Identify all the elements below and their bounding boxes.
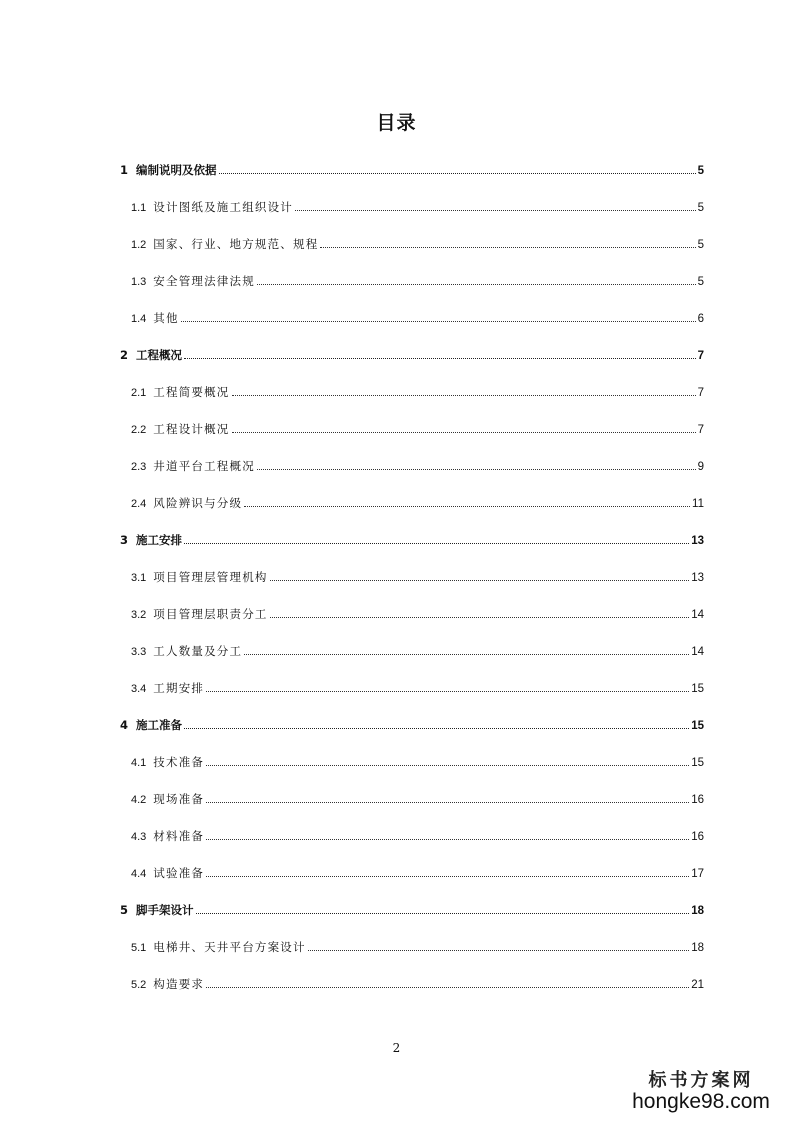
toc-number: 4 [120,718,129,732]
toc-number: 1.2 [131,239,147,251]
toc-entry[interactable] [131,938,704,956]
toc-number: 2.3 [131,461,147,473]
toc-page: 9 [697,461,704,473]
toc-title: 电梯井、天井平台方案设计 [153,940,306,954]
toc-page: 14 [691,609,704,621]
toc-number: 4.2 [131,794,147,806]
toc-page: 21 [691,979,704,991]
toc-entry[interactable] [131,309,704,327]
toc-page: 6 [697,313,704,325]
toc-number: 1.3 [131,276,147,288]
toc-title: 材料准备 [153,829,205,843]
toc-page: 17 [691,868,704,880]
page-number: 2 [392,1041,401,1055]
toc-title: 项目管理层职责分工 [153,607,268,621]
toc-number: 1.4 [131,313,147,325]
toc-number: 1.1 [131,202,147,214]
toc-number: 3.1 [131,572,147,584]
toc-number: 2.1 [131,387,147,399]
toc-title: 风险辨识与分级 [153,496,243,510]
toc-leader [270,617,690,618]
toc-title: 工程简要概况 [153,385,230,399]
toc-title: 脚手架设计 [136,903,194,917]
toc-leader [206,691,689,692]
toc-entry[interactable] [131,753,704,771]
toc-page: 7 [697,424,704,436]
toc-number: 3.4 [131,683,147,695]
toc-page: 11 [692,498,704,510]
watermark-cn: 标书方案网 [648,1070,754,1091]
toc-entry[interactable] [120,716,704,734]
toc-entry[interactable] [131,198,704,216]
toc-entry[interactable] [131,790,704,808]
toc-entry[interactable] [131,457,704,475]
toc-title: 工人数量及分工 [153,644,243,658]
toc-leader [184,543,689,544]
toc-number: 5 [120,903,129,917]
toc-title: 项目管理层管理机构 [153,570,268,584]
toc-number: 1 [120,163,129,177]
toc-title: 施工安排 [136,533,183,547]
toc-page: 15 [691,757,704,769]
toc-entry[interactable] [131,383,704,401]
toc-leader [244,506,690,507]
toc-entry[interactable] [131,494,704,512]
toc-page: 13 [691,572,704,584]
toc-page: 7 [697,387,704,399]
toc-page: 15 [691,720,704,732]
toc-leader [184,728,689,729]
toc-title: 工程设计概况 [153,422,230,436]
toc-leader [232,395,696,396]
toc-number: 2 [120,348,129,362]
toc-title: 试验准备 [153,866,205,880]
toc-page: 18 [691,905,704,917]
toc-page: 14 [691,646,704,658]
toc-leader [206,987,689,988]
toc-leader [196,913,690,914]
toc-leader [244,654,689,655]
toc-entry[interactable] [120,531,704,549]
toc-page: 5 [697,202,704,214]
toc-title: 现场准备 [153,792,205,806]
toc-entry[interactable] [131,975,704,993]
toc-leader [257,284,696,285]
watermark [621,1066,781,1114]
toc-title: 其他 [153,311,179,325]
toc-number: 5.2 [131,979,147,991]
toc-page: 16 [691,794,704,806]
toc-title: 技术准备 [153,755,205,769]
toc-title: 编制说明及依据 [136,163,217,177]
toc-leader [308,950,690,951]
toc-page: 18 [691,942,704,954]
toc-entry[interactable] [131,235,704,253]
toc-entry[interactable] [131,827,704,845]
toc-title: 工期安排 [153,681,205,695]
toc-entry[interactable] [131,864,704,882]
toc-page: 13 [691,535,704,547]
toc-leader [295,210,696,211]
toc-title: 井道平台工程概况 [153,459,255,473]
toc-entry[interactable] [131,642,704,660]
toc-entry[interactable] [131,568,704,586]
toc-leader [206,839,689,840]
toc-entry[interactable] [120,346,704,364]
toc-number: 3.2 [131,609,147,621]
toc-page: 7 [697,350,704,362]
toc-title: 国家、行业、地方规范、规程 [153,237,319,251]
toc-number: 4.4 [131,868,147,880]
watermark-url: hongke98.com [632,1090,770,1113]
toc-leader [206,876,689,877]
toc-leader [320,247,695,248]
toc-leader [232,432,696,433]
toc-page: 5 [697,276,704,288]
toc-title: 安全管理法律法规 [153,274,255,288]
toc-number: 3.3 [131,646,147,658]
toc-entry[interactable] [131,679,704,697]
toc-title: 设计图纸及施工组织设计 [153,200,293,214]
toc-leader [206,802,689,803]
toc-entry[interactable] [131,272,704,290]
toc-entry[interactable] [120,901,704,919]
toc-number: 5.1 [131,942,147,954]
toc-page: 15 [691,683,704,695]
toc-number: 2.2 [131,424,147,436]
toc-number: 3 [120,533,129,547]
toc-entry[interactable] [131,605,704,623]
toc-entry[interactable] [120,161,704,179]
toc-leader [184,358,696,359]
page-title: 目录 [376,112,417,134]
toc-page: 5 [697,239,704,251]
toc-title: 构造要求 [153,977,205,991]
toc-leader [270,580,690,581]
toc-number: 2.4 [131,498,147,510]
toc-entry[interactable] [131,420,704,438]
toc-page: 5 [697,165,704,177]
toc-leader [181,321,696,322]
toc-number: 4.1 [131,757,147,769]
toc-title: 施工准备 [136,718,183,732]
toc-title: 工程概况 [136,348,183,362]
toc-leader [219,173,696,174]
toc-page: 16 [691,831,704,843]
toc-leader [206,765,689,766]
toc-number: 4.3 [131,831,147,843]
toc-leader [257,469,696,470]
